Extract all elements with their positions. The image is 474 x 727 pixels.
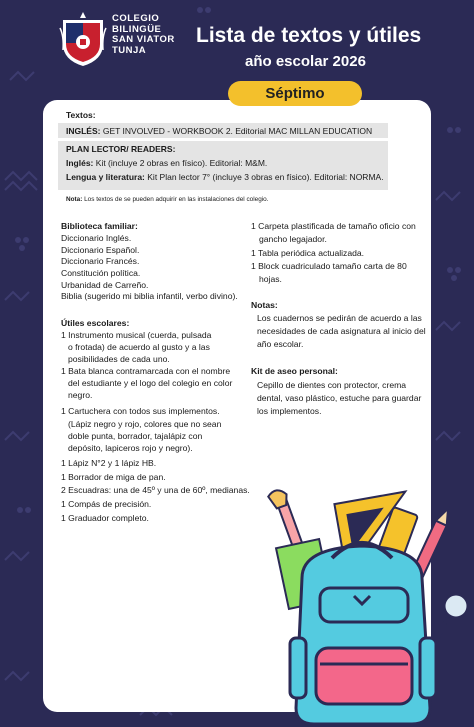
biblioteca-item: Diccionario Español. [61, 245, 140, 255]
utiles-line: depósito, lapiceros rojo y negro). [68, 443, 193, 453]
plan-lector-title: PLAN LECTOR/ READERS: [66, 144, 176, 154]
textos-note [66, 196, 269, 203]
utiles-line: del estudiante y el logo del colegio en color [68, 378, 233, 388]
backpack-illustration [262, 488, 474, 727]
school-crest-logo [58, 10, 108, 68]
backpack [290, 543, 436, 724]
aseo-line: Cepillo de dientes con protector, crema [257, 380, 407, 390]
plan-ingles-value: Kit (incluye 2 obras en físico). Editorial: M&M. [95, 158, 268, 168]
school-line: SAN VIATOR [112, 34, 175, 45]
utiles-line: 1 Lápiz N°2 y 1 lápiz HB. [61, 458, 157, 468]
notas-line: necesidades de cada asignatura al inicio del [257, 326, 426, 336]
plan-lengua-row [66, 172, 384, 182]
school-line: BILINGÜE [112, 23, 162, 35]
biblioteca-item: Urbanidad de Carreño. [61, 280, 149, 290]
school-line: TUNJA [112, 44, 147, 56]
page-title: Lista de textos y útiles [196, 24, 422, 47]
utiles-line: (Lápiz negro y rojo, colores que no sean [68, 419, 222, 429]
utiles-line: 2 Escuadras: una de 45º y una de 60º, medianas. [61, 485, 250, 495]
right-list-line: 1 Carpeta plastificada de tamaño oficio con [251, 221, 416, 231]
utiles-line: 1 Bata blanca contramarcada con el nombre [61, 366, 231, 376]
aseo-line: dental, vaso plástico, estuche para guardar [257, 393, 422, 403]
biblioteca-title: Biblioteca familiar: [61, 221, 138, 231]
plan-lengua-label: Lengua y literatura: [66, 172, 145, 182]
note-value: Los textos de se pueden adquirir en las instalaciones del colegio. [84, 196, 269, 203]
magnifier [438, 594, 468, 638]
school-line: COLEGIO [112, 13, 160, 24]
right-list-line: gancho legajador. [259, 234, 327, 244]
utiles-line: o frotada) de acuerdo al gusto y a las [68, 342, 210, 352]
right-list-line: hojas. [259, 274, 282, 284]
plan-ingles-label: Inglés: [66, 158, 94, 168]
plan-ingles-row [66, 158, 267, 168]
utiles-line: 1 Cartuchera con todos sus implementos. [61, 406, 220, 416]
textos-label: Textos: [66, 110, 96, 120]
biblioteca-item: Constitución política. [61, 268, 141, 278]
utiles-line: 1 Graduador completo. [61, 513, 149, 523]
ingles-row [66, 126, 372, 136]
aseo-line: los implementos. [257, 406, 322, 416]
page-subtitle: año escolar 2026 [245, 53, 366, 70]
school-name [112, 14, 175, 56]
ingles-label: INGLÉS: [66, 126, 101, 136]
header [0, 0, 474, 90]
right-list-line: 1 Block cuadriculado tamaño carta de 80 [251, 261, 407, 271]
notas-line: año escolar. [257, 339, 304, 349]
notas-title: Notas: [251, 300, 278, 310]
note-label: Nota: [66, 196, 83, 203]
right-list-line: 1 Tabla periódica actualizada. [251, 248, 365, 258]
grade-badge: Séptimo [228, 81, 362, 106]
biblioteca-item: Biblia (sugerido mi biblia infantil, verbo divino). [61, 291, 238, 301]
utiles-line: 1 Compás de precisión. [61, 499, 152, 509]
utiles-title: Útiles escolares: [61, 318, 130, 328]
biblioteca-item: Diccionario Inglés. [61, 233, 132, 243]
notas-line: Los cuadernos se pedirán de acuerdo a las [257, 313, 422, 323]
utiles-line: doble punta, borrador, tajalápiz con [68, 431, 203, 441]
utiles-line: posibilidades de cada uno. [68, 354, 170, 364]
utiles-line: 1 Instrumento musical (cuerda, pulsada [61, 330, 212, 340]
aseo-title: Kit de aseo personal: [251, 366, 338, 376]
utiles-line: 1 Borrador de miga de pan. [61, 472, 166, 482]
utiles-line: negro. [68, 390, 93, 400]
biblioteca-item: Diccionario Francés. [61, 256, 140, 266]
plan-lengua-value: Kit Plan lector 7° (incluye 3 obras en físico). Editorial: NORMA. [147, 172, 384, 182]
ingles-value: GET INVOLVED - WORKBOOK 2. Editorial MAC MILLAN EDUCATION [102, 126, 373, 136]
